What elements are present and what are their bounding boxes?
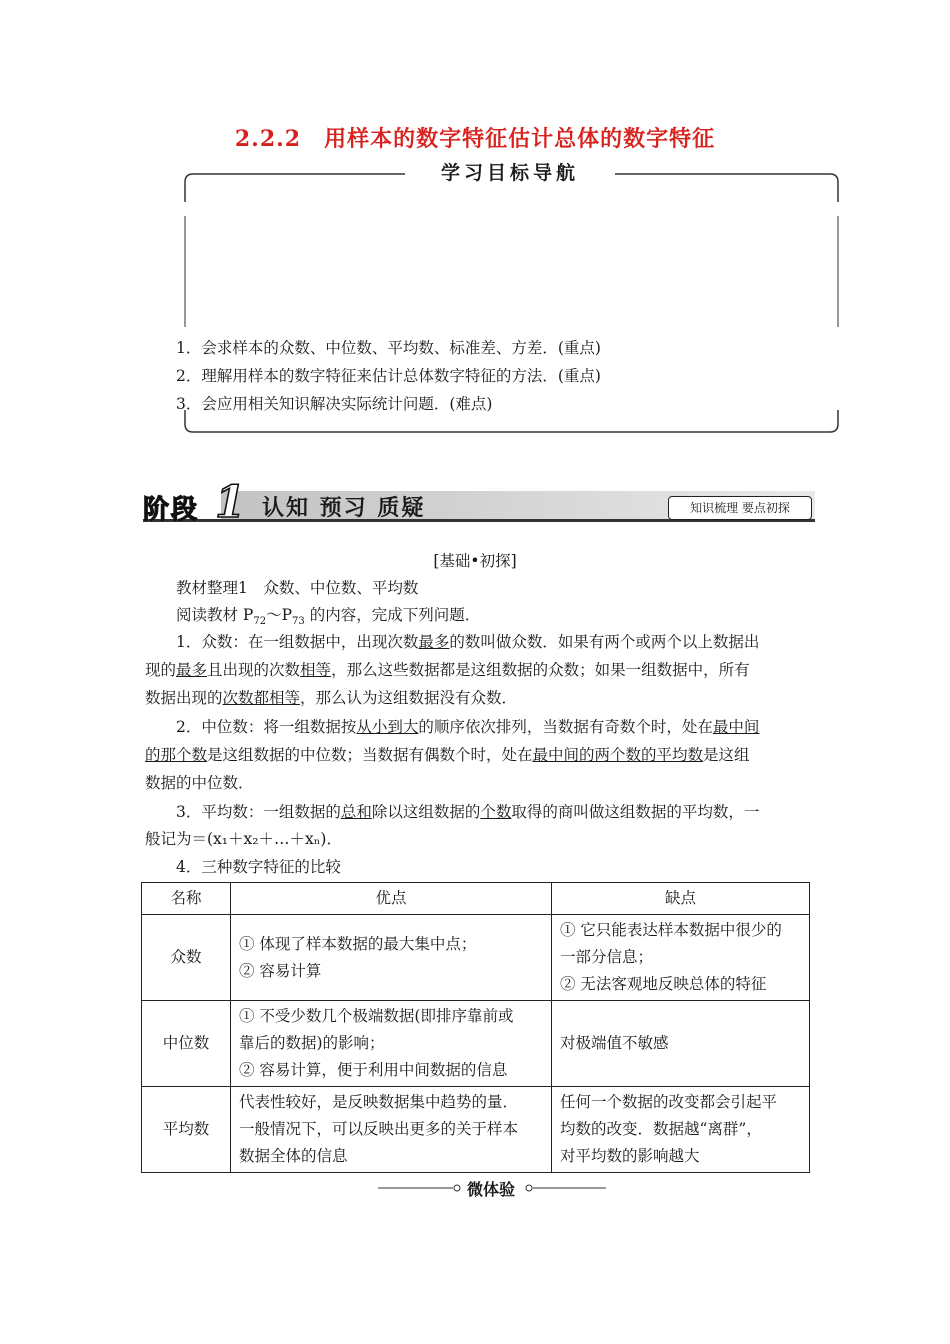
- pro-line: 数据全体的信息: [239, 1147, 348, 1165]
- row-pros: [231, 915, 552, 1001]
- pro-line: 一般情况下，可以反映出更多的关于样本: [239, 1120, 519, 1138]
- item1-line3: 数据出现的次数都相等，那么认为这组数据没有众数．: [145, 689, 518, 707]
- con-line: ② 无法客观地反映总体的特征: [560, 975, 767, 993]
- section-tag: [基础•初探]: [433, 552, 517, 570]
- pro-line: ② 容易计算，便于利用中间数据的信息: [239, 1061, 508, 1079]
- table-row: [142, 915, 810, 1001]
- item2-line3: 数据的中位数．: [145, 774, 254, 792]
- page-title: 2.2.2 用样本的数字特征估计总体的数字特征: [234, 126, 716, 152]
- row-cons: [552, 915, 810, 1001]
- item3-line1: 3．平均数：一组数据的总和除以这组数据的个数取得的商叫做这组数据的平均数，一: [176, 803, 760, 821]
- pro-line: ① 体现了样本数据的最大集中点；: [239, 934, 477, 953]
- pro-line: 靠后的数据)的影响；: [239, 1034, 385, 1052]
- con-line: 均数的改变．数据越“离群”，: [560, 1120, 762, 1138]
- goals-header: 学习目标导航: [405, 158, 615, 185]
- item1-line1: 1．众数：在一组数据中，出现次数最多的数叫做众数．如果有两个或两个以上数据出: [176, 633, 760, 651]
- footer-label: 微体验: [463, 1177, 519, 1200]
- pro-line: 代表性较好，是反映数据集中趋势的量．: [239, 1093, 519, 1111]
- pro-line: ① 不受少数几个极端数据(即排序靠前或: [239, 1007, 514, 1025]
- table-header: 名称: [142, 883, 231, 915]
- item2-line2: 的那个数是这组数据的中位数；当数据有偶数个时，处在最中间的两个数的平均数是这组: [145, 746, 750, 764]
- stage-label: 阶段: [143, 495, 200, 525]
- table-header-row: [142, 883, 810, 915]
- comparison-table: [141, 882, 810, 1173]
- row-pros: [231, 1087, 552, 1173]
- row-pros: [231, 1001, 552, 1087]
- table-row: [142, 1001, 810, 1087]
- item2-line1: 2．中位数：将一组数据按从小到大的顺序依次排列，当数据有奇数个时，处在最中间: [176, 718, 760, 736]
- goal-item: 1．会求样本的众数、中位数、平均数、标准差、方差．(重点): [176, 339, 601, 357]
- row-cons: [552, 1087, 810, 1173]
- con-line: ① 它只能表达样本数据中很少的: [560, 921, 782, 939]
- table-header: 优点: [231, 883, 552, 915]
- stage-number: 1: [215, 477, 246, 528]
- item1-line2: 现的最多且出现的次数相等，那么这些数据都是这组数据的众数；如果一组数据中，所有: [145, 661, 750, 679]
- goal-item: 2．理解用样本的数字特征来估计总体数字特征的方法．(重点): [176, 367, 601, 385]
- reading-instruction: 阅读教材 $P_{72}\sim P_{73}$ 的内容，完成下列问题．: [176, 606, 481, 628]
- table-row: [142, 1087, 810, 1173]
- table-header: 缺点: [552, 883, 810, 915]
- goal-item: 3．会应用相关知识解决实际统计问题．(难点): [176, 395, 493, 413]
- con-line: 一部分信息；: [560, 948, 654, 966]
- con-line: 任何一个数据的改变都会引起平: [560, 1093, 778, 1111]
- con-line: 对平均数的影响越大: [560, 1147, 700, 1165]
- con-line: 对极端值不敏感: [560, 1034, 669, 1052]
- row-name: 平均数: [142, 1087, 231, 1173]
- row-name: 中位数: [142, 1001, 231, 1087]
- stage-subtitle: 知识梳理 要点初探: [668, 496, 812, 520]
- item3-line2: 般记为＝(x₁＋x₂＋…＋xₙ)．: [145, 830, 342, 848]
- stage-title: 认知 预习 质疑: [262, 495, 426, 521]
- item4-title: 4．三种数字特征的比较: [176, 858, 341, 876]
- pro-line: ② 容易计算: [239, 961, 322, 980]
- row-cons: [552, 1001, 810, 1087]
- material-title: 教材整理1 众数、中位数、平均数: [176, 579, 419, 597]
- row-name: 众数: [142, 915, 231, 1001]
